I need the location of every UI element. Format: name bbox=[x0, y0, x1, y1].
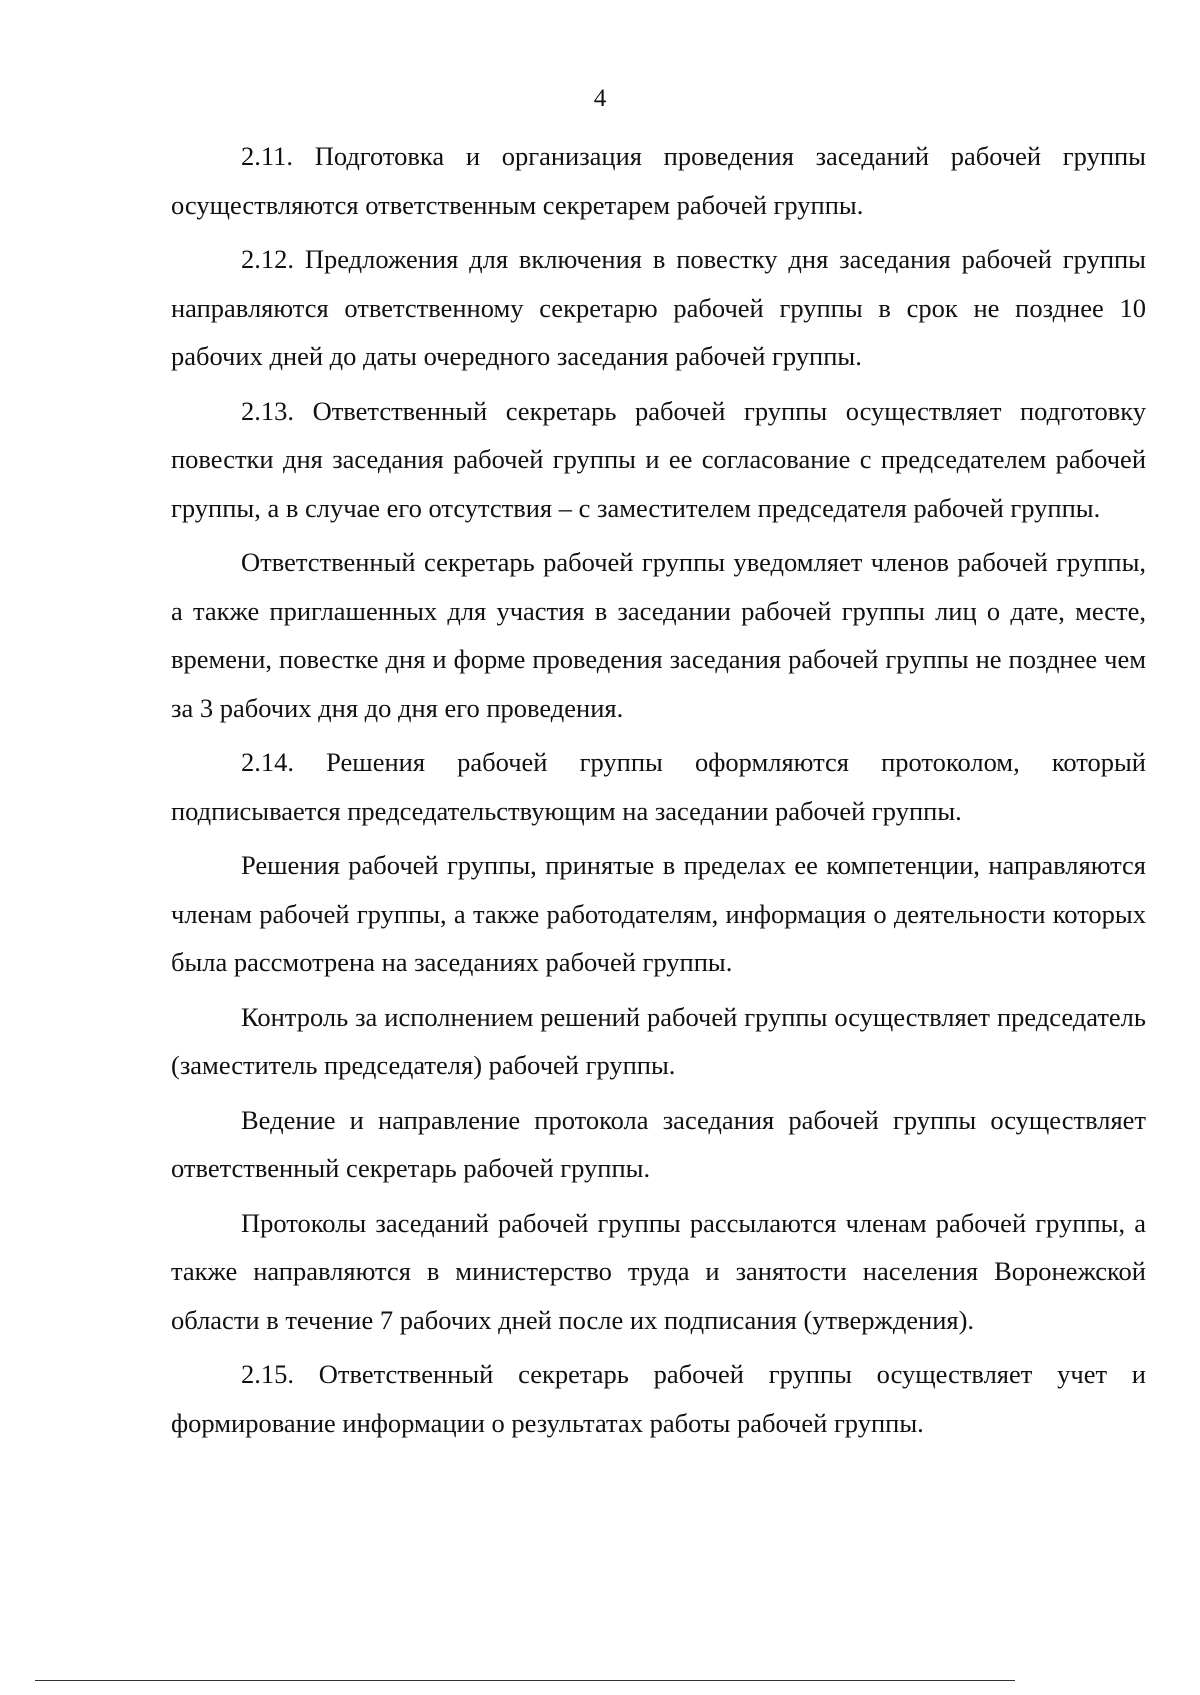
paragraph-2-12: 2.12. Предложения для включения в повестку дня заседания рабочей группы направляются ответственному секретарю рабочей группы в срок не позднее 10 рабочих дней до даты очередного заседания рабочей группы. bbox=[171, 244, 1146, 371]
paragraph-control: Контроль за исполнением решений рабочей группы осуществляет председатель (заместитель председателя) рабочей группы. bbox=[171, 1001, 1146, 1080]
paragraph-2-13: 2.13. Ответственный секретарь рабочей группы осуществляет подготовку повестки дня заседания рабочей группы и ее согласование с председателем рабочей группы, а в случае его отсутствия – с заместителем председателя рабочей группы. bbox=[171, 395, 1146, 523]
paragraph-secretary-notification: Ответственный секретарь рабочей группы уведомляет членов рабочей группы, а также приглашенных для участия в заседании рабочей группы лиц о дате, месте, времени, повестке дня и форме проведения заседания рабочей группы не позднее чем за 3 рабочих дня до дня его проведения. bbox=[171, 547, 1146, 723]
paragraph-2-14: 2.14. Решения рабочей группы оформляются протоколом, который подписывается председательствующим на заседании рабочей группы. bbox=[171, 747, 1146, 826]
footer-divider bbox=[35, 1680, 1015, 1681]
paragraph-2-15: 2.15. Ответственный секретарь рабочей группы осуществляет учет и формирование информации о результатах работы рабочей группы. bbox=[171, 1359, 1146, 1438]
paragraph-decisions-distribution: Решения рабочей группы, принятые в пределах ее компетенции, направляются членам рабочей группы, а также работодателям, информация о деятельности которых была рассмотрена на заседаниях рабочей группы. bbox=[171, 850, 1146, 977]
page-number: 4 bbox=[593, 85, 607, 112]
document-body bbox=[171, 132, 1146, 1453]
paragraph-2-11: 2.11. Подготовка и организация проведения заседаний рабочей группы осуществляются ответственным секретарем рабочей группы. bbox=[171, 141, 1146, 220]
paragraph-protocols-mailing: Протоколы заседаний рабочей группы рассылаются членам рабочей группы, а также направляются в министерство труда и занятости населения Воронежской области в течение 7 рабочих дней после их подписания (утверждения). bbox=[171, 1207, 1146, 1335]
paragraph-protocol-keeping: Ведение и направление протокола заседания рабочей группы осуществляет ответственный секретарь рабочей группы. bbox=[171, 1104, 1146, 1183]
